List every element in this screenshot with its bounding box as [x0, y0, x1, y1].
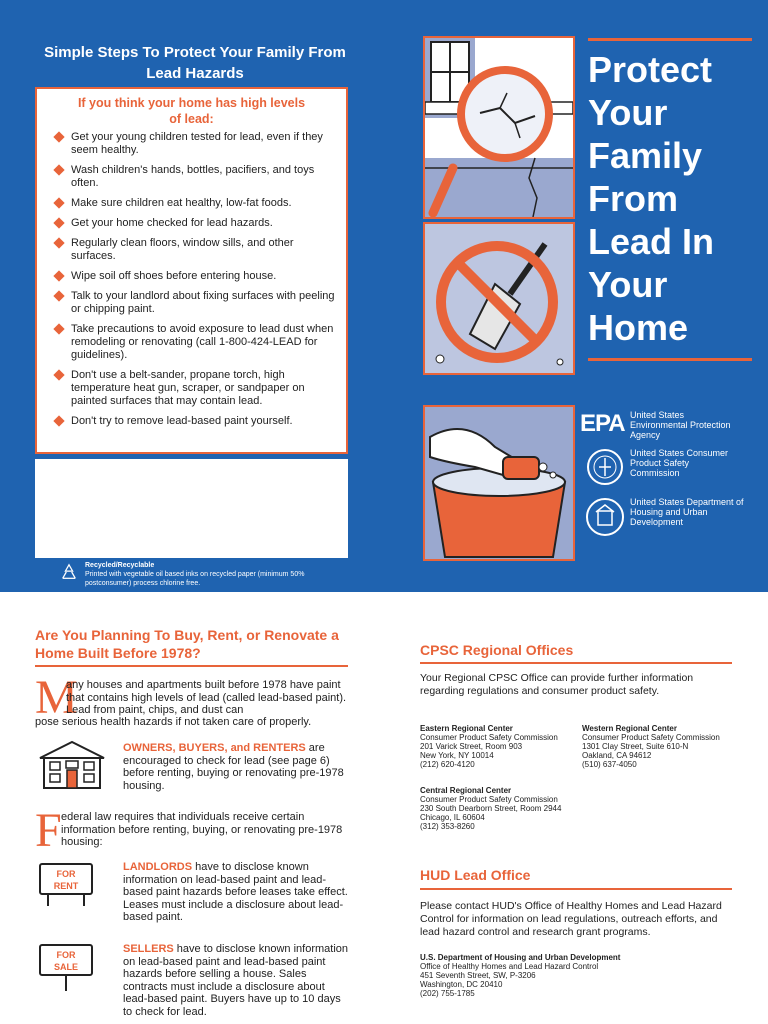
magnifying-glass-icon: [425, 38, 573, 217]
diamond-bullet-icon: [53, 217, 64, 228]
epa-agency: [582, 410, 762, 442]
diamond-bullet-icon: [53, 131, 64, 142]
landlords-text: have to disclose known information on lead-based paint and lead-based paint hazards before leases take effect. Leases must include a disclosure about lead-based paint.: [123, 861, 348, 923]
hud-agency: [582, 497, 762, 541]
cpsc-heading: CPSC Regional Offices: [420, 642, 574, 658]
title-rule-bottom: [588, 358, 752, 361]
for-sale-sign-icon: [36, 941, 100, 993]
title-line: Your: [588, 92, 668, 133]
drop-cap: M: [35, 671, 78, 724]
office-name: U.S. Department of Housing and Urban Development: [420, 953, 621, 962]
diamond-bullet-icon: [53, 369, 64, 380]
office-line: 451 Seventh Street, SW, P-3206: [420, 971, 536, 980]
office-phone: (510) 637-4050: [582, 760, 637, 769]
section-rule: [420, 888, 732, 890]
office-phone: (202) 755-1785: [420, 989, 475, 998]
intro-text-rest: pose serious health hazards if not taken care of properly.: [35, 716, 312, 728]
tips-panel-title: Simple Steps To Protect Your Family From Lead Hazards: [44, 44, 346, 82]
planning-heading: Are You Planning To Buy, Rent, or Renovate a Home Built Before 1978?: [35, 627, 339, 661]
office-phone: (312) 353-8260: [420, 822, 475, 831]
bucket-sponge-icon: [425, 407, 573, 559]
list-item: Wipe soil off shoes before entering house.: [55, 270, 337, 283]
office-line: Consumer Product Safety Commission: [582, 733, 720, 742]
office-line: Washington, DC 20410: [420, 980, 503, 989]
magnifier-crack-illustration: [423, 36, 575, 219]
office-line: Office of Healthy Homes and Lead Hazard Control: [420, 962, 599, 971]
list-item: Make sure children eat healthy, low-fat foods.: [55, 197, 337, 210]
cpsc-intro: Your Regional CPSC Office can provide further information regarding regulations and consumer product safety.: [420, 672, 694, 697]
sellers-label: SELLERS: [123, 943, 174, 955]
hud-seal-icon: [585, 497, 625, 537]
diamond-bullet-icon: [53, 290, 64, 301]
prohibited-scraper-icon: [425, 224, 573, 373]
drop-cap: F: [35, 804, 62, 857]
title-line: Home: [588, 307, 689, 348]
hud-intro: Please contact HUD's Office of Healthy Homes and Lead Hazard Control for information on lead regulations, outreach efforts, and lead hazard control and research grant programs.: [420, 900, 722, 938]
recycle-label: Recycled/Recyclable: [85, 562, 155, 569]
office-line: Oakland, CA 94612: [582, 751, 652, 760]
list-item: Regularly clean floors, window sills, and other surfaces.: [55, 237, 337, 263]
address-label-area: [35, 459, 348, 558]
section-rule: [35, 665, 348, 667]
owners-paragraph: [123, 742, 352, 792]
diamond-bullet-icon: [53, 164, 64, 175]
office-line: Chicago, IL 60604: [420, 813, 485, 822]
hud-office: [420, 953, 680, 998]
recycle-icon: [60, 563, 78, 581]
intro-text-first: any houses and apartments built before 1978 have paint that contains high levels of lead (called lead-based paint). Lead from paint, chips, and dust can: [66, 679, 347, 716]
office-name: Central Regional Center: [420, 786, 512, 795]
house-icon: [38, 740, 106, 790]
title-line: Lead In: [588, 221, 715, 262]
diamond-bullet-icon: [53, 415, 64, 426]
office-line: 1301 Clay Street, Suite 610-N: [582, 742, 689, 751]
sellers-text: have to disclose known information on lead-based paint and lead-based paint hazards before selling a house. Sales contracts must include a disclosure about lead-based paint. Buyers have up to 10 days to check for lead.: [123, 943, 348, 1018]
diamond-bullet-icon: [53, 270, 64, 281]
diamond-bullet-icon: [53, 323, 64, 334]
central-office: [420, 786, 620, 831]
cpsc-seal-icon: [586, 448, 624, 486]
list-item: Don't try to remove lead-based paint yourself.: [55, 415, 337, 428]
title-line: Family: [588, 135, 703, 176]
for-rent-sign-icon: [36, 860, 100, 908]
cleaning-bucket-illustration: [423, 405, 575, 561]
list-item: Get your young children tested for lead, even if they seem healthy.: [55, 131, 337, 157]
list-item: Wash children's hands, bottles, pacifiers, and toys often.: [55, 164, 337, 190]
no-scraping-illustration: [423, 222, 575, 375]
title-line: Protect: [588, 49, 713, 90]
list-item: Don't use a belt-sander, propane torch, high temperature heat gun, scraper, or sandpaper on painted surfaces that may contain lead.: [55, 369, 337, 408]
office-line: 201 Varick Street, Room 903: [420, 742, 523, 751]
tips-heading: If you think your home has high levels of lead:: [77, 96, 306, 126]
list-item: Take precautions to avoid exposure to lead dust when remodeling or renovating (call 1-800-424-LEAD for guidelines).: [55, 323, 337, 362]
title-rule-top: [588, 38, 752, 41]
cover-title: [588, 48, 758, 349]
western-office: [582, 724, 742, 769]
tips-list: [55, 131, 337, 435]
title-line: From: [588, 178, 678, 219]
office-name: Western Regional Center: [582, 724, 677, 733]
federal-law-text: ederal law requires that individuals receive certain information before renting, buying, or renovating pre-1978 housing:: [61, 811, 343, 848]
landlords-label: LANDLORDS: [123, 861, 193, 873]
hud-name: United States Department of Housing and Urban Development: [630, 497, 744, 527]
office-line: Consumer Product Safety Commission: [420, 795, 558, 804]
hud-heading: HUD Lead Office: [420, 867, 531, 883]
office-name: Eastern Regional Center: [420, 724, 513, 733]
office-line: 230 South Dearborn Street, Room 2944: [420, 804, 562, 813]
title-line: Your: [588, 264, 668, 305]
list-item: Talk to your landlord about fixing surfaces with peeling or chipping paint.: [55, 290, 337, 316]
eastern-office: [420, 724, 580, 769]
svg-text:FOR: FOR: [56, 869, 76, 879]
landlords-paragraph: [123, 861, 352, 924]
owners-text: are encouraged to check for lead (see page 6) before renting, buying or renovating pre-1978 housing.: [123, 742, 344, 792]
owners-label: OWNERS, BUYERS, and RENTERS: [123, 742, 306, 754]
recycle-description: Printed with vegetable oil based inks on recycled paper (minimum 50% postconsumer) process chlorine free.: [85, 571, 305, 587]
svg-text:FOR: FOR: [56, 950, 76, 960]
office-line: New York, NY 10014: [420, 751, 494, 760]
recycle-note: [85, 561, 345, 588]
svg-text:RENT: RENT: [53, 881, 79, 891]
sellers-paragraph: [123, 943, 352, 1018]
tips-box: [35, 87, 348, 454]
office-phone: (212) 620-4120: [420, 760, 475, 769]
svg-text:SALE: SALE: [53, 962, 79, 972]
list-item: Get your home checked for lead hazards.: [55, 217, 337, 230]
office-line: Consumer Product Safety Commission: [420, 733, 558, 742]
diamond-bullet-icon: [53, 197, 64, 208]
epa-logo: EPA: [580, 410, 625, 437]
diamond-bullet-icon: [53, 237, 64, 248]
cpsc-name: United States Consumer Product Safety Commission: [630, 448, 729, 478]
section-rule: [420, 662, 732, 664]
cpsc-agency: [582, 448, 762, 488]
epa-name: United States Environmental Protection Agency: [630, 410, 731, 440]
